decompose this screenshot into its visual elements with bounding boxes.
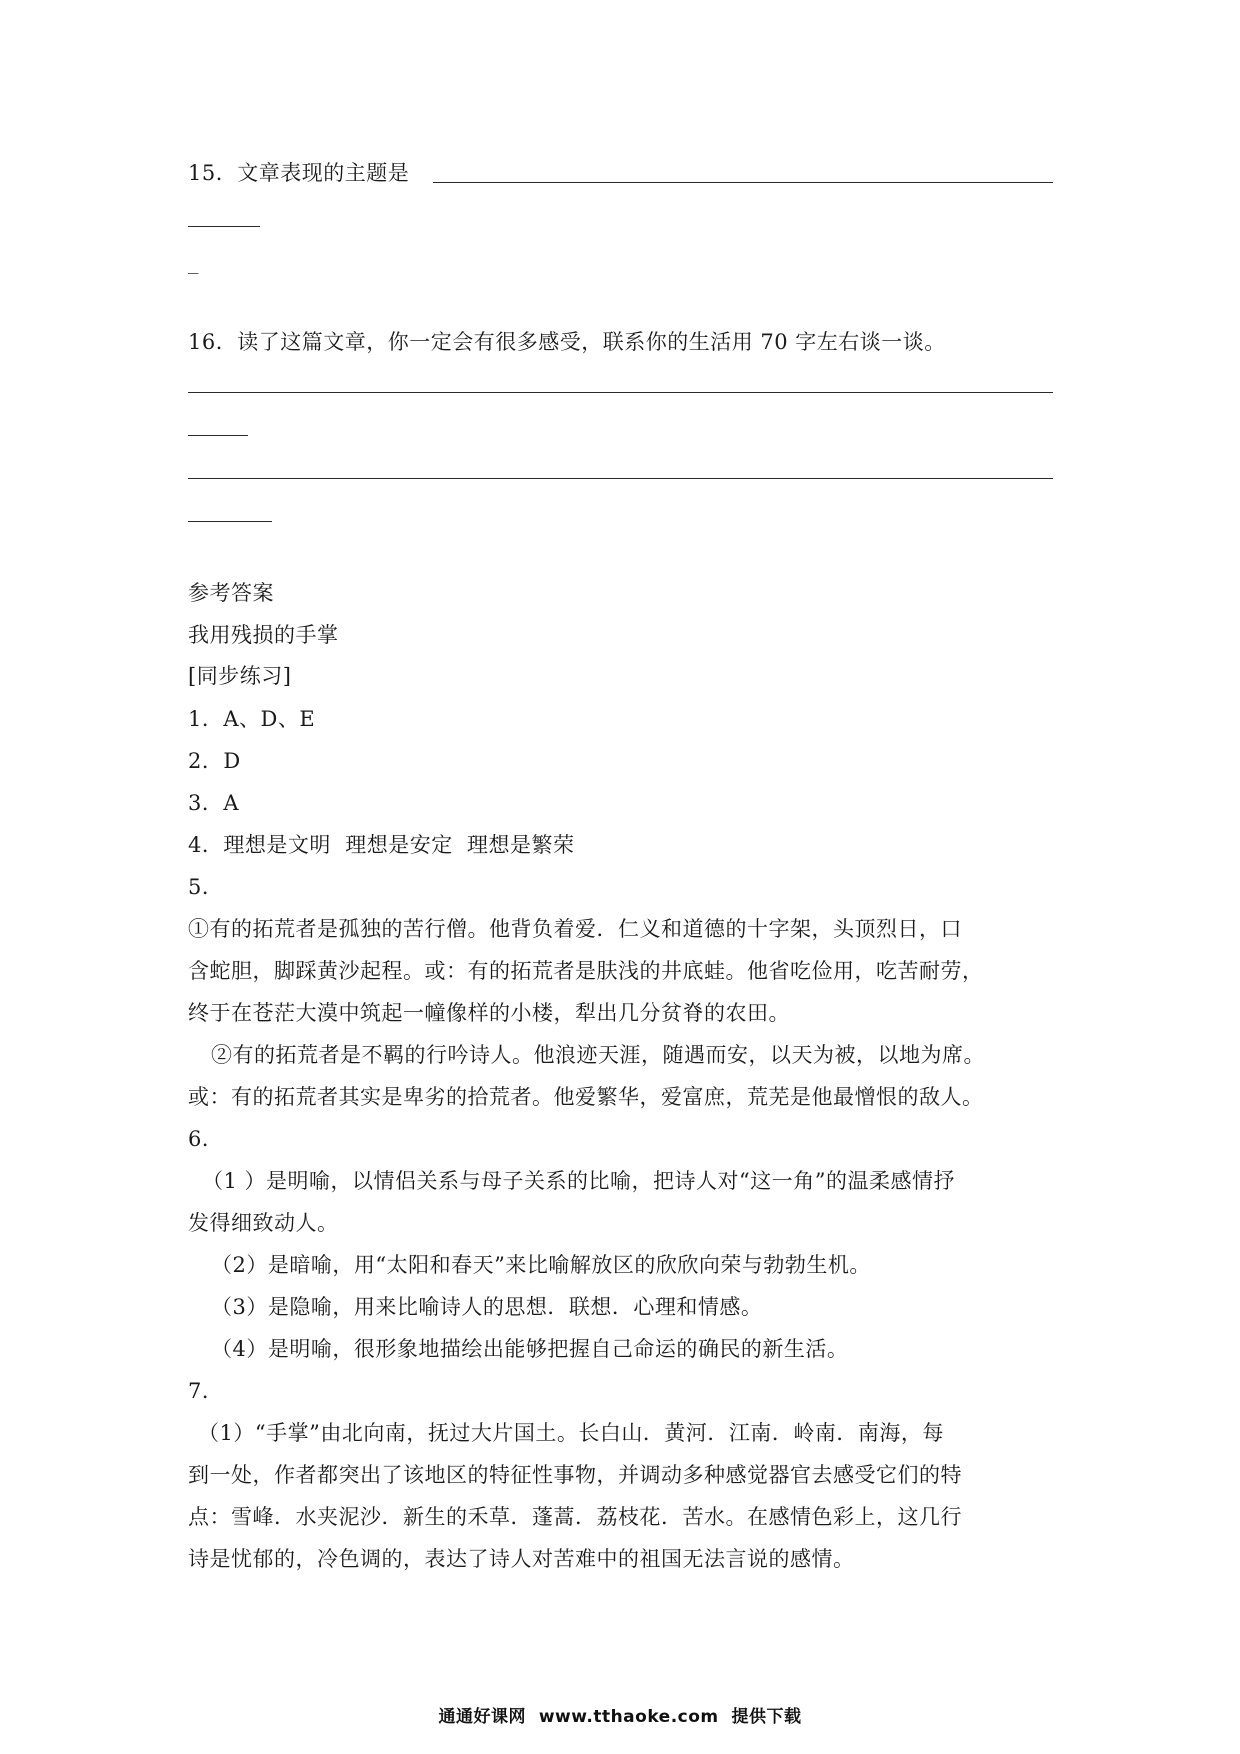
answer-6-line-1: （1 ）是明喻，以情侣关系与母子关系的比喻，把诗人对“这一角”的温柔感情抒: [202, 1169, 956, 1193]
answer-line-15b: [188, 226, 260, 227]
answer-5-line-2: 含蛇胆，脚踩黄沙起程。或：有的拓荒者是肤浅的井底蛙。他省吃俭用，吃苦耐劳，: [188, 959, 984, 983]
answer-7-line-3: 点：雪峰．水夹泥沙．新生的禾草．蓬蒿．荔枝花．苦水。在感情色彩上，这几行: [188, 1505, 962, 1529]
lesson-title: 我用残损的手掌: [188, 623, 339, 647]
answer-4: 4．理想是文明 理想是安定 理想是繁荣: [188, 833, 575, 857]
answer-line-15-tail: _: [188, 250, 199, 274]
answer-3: 3．A: [188, 791, 240, 815]
page-footer: 通通好课网 www.tthaoke.com 提供下载: [438, 1707, 802, 1727]
question-15: 15．文章表现的主题是: [188, 161, 410, 185]
answer-6-label: 6．: [188, 1127, 224, 1151]
answer-5-line-1: ①有的拓荒者是孤独的苦行僧。他背负着爱．仁义和道德的十字架，头顶烈日，口: [188, 917, 962, 941]
answer-7-line-4: 诗是忧郁的，冷色调的，表达了诗人对苦难中的祖国无法言说的感情。: [188, 1547, 855, 1571]
answer-6-line-2: 发得细致动人。: [188, 1211, 339, 1235]
answer-5-line-5: 或：有的拓荒者其实是卑劣的拾荒者。他爱繁华，爱富庶，荒芜是他最憎恨的敌人。: [188, 1085, 984, 1109]
answer-7-line-2: 到一处，作者都突出了该地区的特征性事物，并调动多种感觉器官去感受它们的特: [188, 1463, 962, 1487]
answer-1: 1．A、D、E: [188, 707, 316, 731]
section-label: [同步练习]: [188, 664, 292, 688]
answer-5-label: 5．: [188, 875, 224, 899]
answers-heading: 参考答案: [188, 581, 274, 605]
question-16: 16．读了这篇文章，你一定会有很多感受，联系你的生活用 70 字左右谈一谈。: [188, 330, 946, 354]
answer-5-line-3: 终于在苍茫大漠中筑起一幢像样的小楼，犁出几分贫脊的农田。: [188, 1001, 790, 1025]
answer-line-16c: [188, 478, 1053, 479]
answer-line-15a: [433, 182, 1053, 183]
answer-line-16b: [188, 435, 248, 436]
answer-2: 2．D: [188, 749, 241, 773]
answer-6-line-3: （2）是暗喻，用“太阳和春天”来比喻解放区的欣欣向荣与勃勃生机。: [211, 1253, 871, 1277]
answer-line-16d: [188, 521, 272, 522]
answer-7-line-1: （1）“手掌”由北向南，抚过大片国土。长白山．黄河．江南．岭南．南海，每: [198, 1421, 944, 1445]
answer-5-line-4: ②有的拓荒者是不羁的行吟诗人。他浪迹天涯，随遇而安，以天为被，以地为席。: [211, 1043, 985, 1067]
answer-7-label: 7．: [188, 1379, 224, 1403]
answer-6-line-5: （4）是明喻，很形象地描绘出能够把握自己命运的确民的新生活。: [211, 1337, 849, 1361]
answer-6-line-4: （3）是隐喻，用来比喻诗人的思想．联想．心理和情感。: [211, 1295, 763, 1319]
answer-line-16a: [188, 392, 1053, 393]
